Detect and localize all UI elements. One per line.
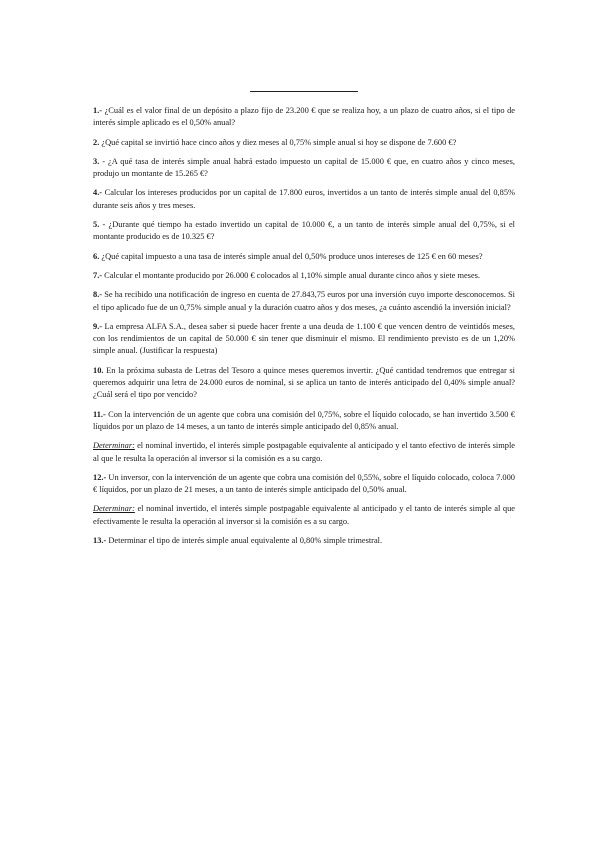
- exercise-number: 10.: [93, 365, 104, 375]
- exercise-text: ¿Qué capital se invirtió hace cinco años y diez meses al 0,75% simple anual si hoy se dispone de 7.600 €?: [101, 137, 457, 147]
- determine-label: Determinar:: [93, 441, 135, 451]
- exercise-number: 3.: [93, 156, 100, 166]
- exercise-number: 5.: [93, 220, 100, 230]
- exercise-text: ¿Cuál es el valor final de un depósito a plazo fijo de 23.200 € que se realiza hoy, a un plazo de cuatro años, si el tipo de interés simple aplicado es el 0,50% anual?: [93, 106, 515, 128]
- exercise-7: [93, 270, 515, 282]
- exercise-text: Con la intervención de un agente que cobra una comisión del 0,75%, sobre el líquido colocado, se han invertido 3.500 € líquidos por un plazo de 14 meses, a un tanto de interés simple anticipado del 0,85% anual.: [93, 409, 515, 431]
- exercise-number: 12.-: [93, 472, 107, 482]
- exercise-number: 8.-: [93, 290, 103, 300]
- exercise-8: [93, 289, 515, 314]
- determine-label: Determinar:: [93, 504, 135, 514]
- exercise-11: [93, 409, 515, 434]
- exercise-text: el nominal invertido, el interés simple postpagable equivalente al anticipado y el tanto de interés simple al que efectivamente le resulta la operación al inversor si la comisión es a su cargo.: [93, 504, 515, 526]
- exercise-1: [93, 105, 515, 130]
- exercise-13: [93, 535, 515, 547]
- exercise-2: [93, 137, 515, 149]
- top-rule: [250, 91, 358, 92]
- exercise-text: Se ha recibido una notificación de ingreso en cuenta de 27.843,75 euros por una inversión cuyo importe desconocemos. Si el tipo aplicado fue de un 0,75% simple anual y la duración cuatro años y dos meses, ¿a cuánto ascendió la inversión inicial?: [93, 290, 515, 312]
- exercise-12: [93, 472, 515, 497]
- exercise-11-determine: [93, 440, 515, 465]
- exercise-number: 6.: [93, 251, 100, 261]
- exercise-4: [93, 187, 515, 212]
- exercise-text: - ¿Durante qué tiempo ha estado invertido un capital de 10.000 €, a un tanto de interés simple anual del 0,75%, si el montante producido es de 10.325 €?: [93, 220, 516, 242]
- exercise-number: 2.: [93, 137, 100, 147]
- exercise-text: - ¿A qué tasa de interés simple anual habrá estado impuesto un capital de 15.000 € que, en cuatro años y cinco meses, produjo un montante de 15.265 €?: [93, 156, 515, 179]
- exercise-number: 1.-: [93, 106, 103, 115]
- exercise-number: 7.-: [93, 270, 103, 280]
- exercise-number: 4.-: [93, 188, 103, 198]
- exercise-6: [93, 251, 515, 263]
- exercise-text: el nominal invertido, el interés simple postpagable equivalente al anticipado y el tanto efectivo de interés simple al que le resulta la operación al inversor si la comisión es a su cargo.: [93, 441, 516, 463]
- exercise-text: En la próxima subasta de Letras del Tesoro a quince meses queremos invertir. ¿Qué cantidad tendremos que entregar si queremos adquirir una letra de 24.000 euros de nominal, si se aplica un tanto de interés anticipado del 0,40% simple anual? ¿Cuál será el tipo por vencido?: [93, 365, 515, 400]
- exercise-number: 13.-: [93, 536, 107, 546]
- exercise-text: ¿Qué capital impuesto a una tasa de interés simple anual del 0,50% produce unos intereses de 125 € en 60 meses?: [101, 251, 483, 261]
- exercise-number: 11.-: [93, 409, 106, 419]
- exercise-text: Calcular los intereses producidos por un capital de 17.800 euros, invertidos a un tanto de interés simple anual del 0,85% durante seis años y tres meses.: [93, 188, 516, 210]
- exercise-number: 9.-: [93, 321, 103, 331]
- exercise-text: Determinar el tipo de interés simple anual equivalente al 0,80% simple trimestral.: [108, 536, 383, 546]
- exercise-5: [93, 219, 515, 244]
- exercise-text: Calcular el montante producido por 26.000 € colocados al 1,10% simple anual durante cinco años y siete meses.: [104, 270, 481, 280]
- exercise-text: Un inversor, con la intervención de un agente que cobra una comisión del 0,55%, sobre el líquido colocado, coloca 7.000 € líquidos, por un plazo de 21 meses, a un tanto de interés simple anticipado del 0,50% anual.: [93, 472, 515, 495]
- exercise-list: [93, 105, 515, 547]
- exercise-text: La empresa ALFA S.A., desea saber si puede hacer frente a una deuda de 1.100 € que vencen dentro de veintidós meses, con los rendimientos de un capital de 50.000 € sin tener que disminuir el mismo. El rendimiento previsto es de un 1,20% simple anual. (Justificar la respuesta): [93, 321, 515, 356]
- exercise-10: [93, 365, 515, 402]
- exercise-12-determine: [93, 503, 515, 528]
- exercise-3: [93, 156, 515, 181]
- exercise-9: [93, 321, 515, 358]
